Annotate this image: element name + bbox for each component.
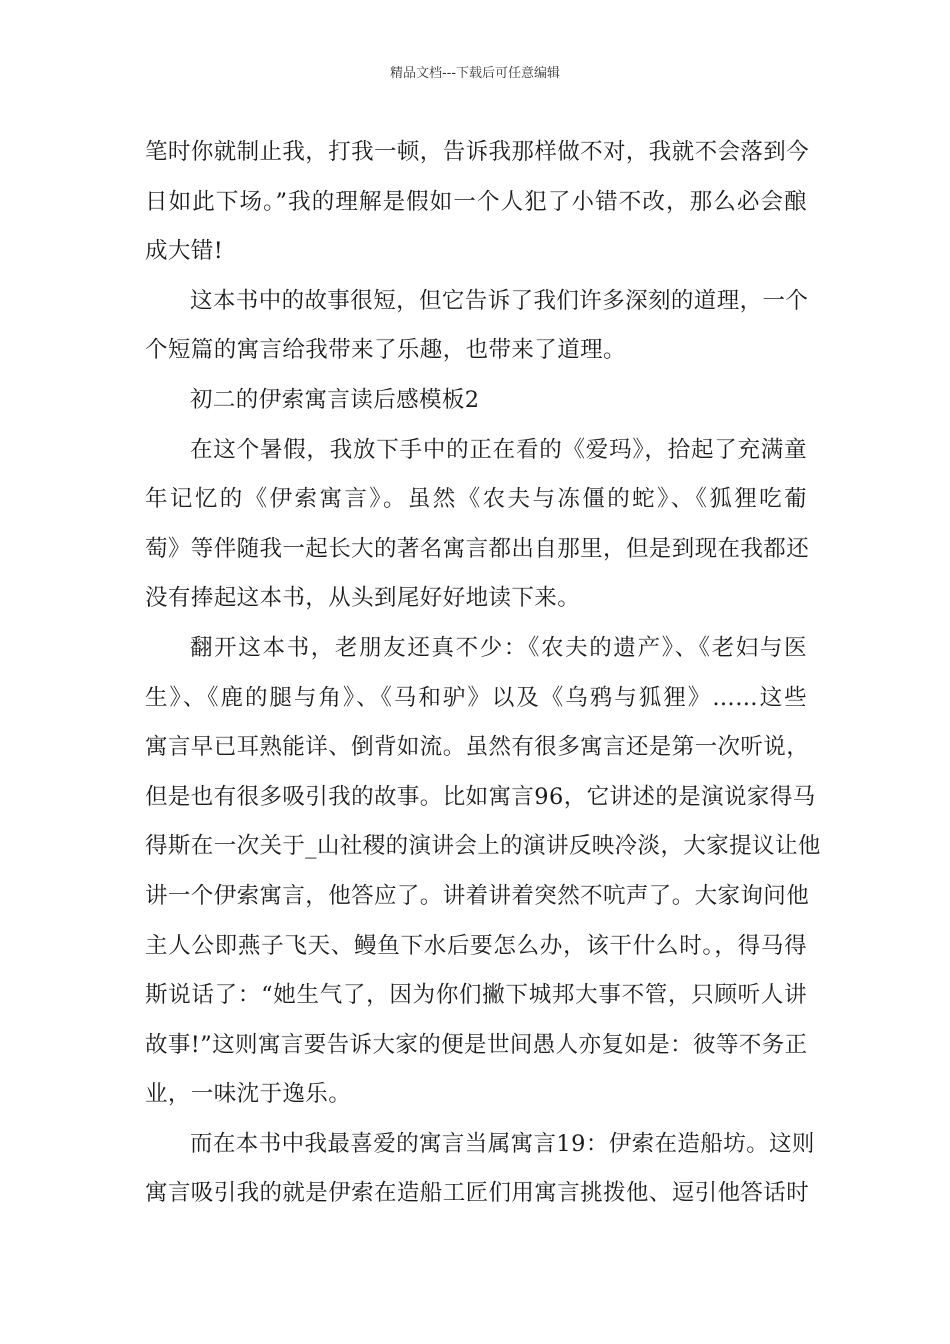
text-line: 成大错! <box>145 238 224 265</box>
text-line: 寓言早已耳熟能详、倒背如流。虽然有很多寓言还是第一次听说， <box>145 734 810 761</box>
text-line: 在这个暑假，我放下手中的正在看的《爱玛》，拾起了充满童 <box>190 436 807 463</box>
text-line: 这本书中的故事很短，但它告诉了我们许多深刻的道理，一个 <box>190 287 809 314</box>
text-line: 得斯在一次关于_山社稷的演讲会上的演讲反映冷淡，大家提议让他 <box>145 833 821 860</box>
text-line: 生》、《鹿的腿与角》、《马和驴》以及《乌鸦与狐狸》……这些 <box>145 684 807 711</box>
text-line: 个短篇的寓言给我带来了乐趣，也带来了道理。 <box>145 337 626 364</box>
text-line: 没有捧起这本书，从头到尾好好地读下来。 <box>145 585 581 612</box>
section-heading: 初二的伊索寓言读后感模板2 <box>190 386 480 413</box>
text-line: 而在本书中我最喜爱的寓言当属寓言19：伊索在造船坊。这则 <box>190 1130 815 1157</box>
text-line: 翻开这本书，老朋友还真不少：《农夫的遗产》、《老妇与医 <box>190 634 807 661</box>
text-line: 年记忆的《伊索寓言》。虽然《农夫与冻僵的蛇》、《狐狸吃葡 <box>145 486 807 513</box>
text-line: 故事!”这则寓言要告诉大家的便是世间愚人亦复如是：彼等不务正 <box>145 1031 808 1058</box>
text-line: 日如此下场。”我的理解是假如一个人犯了小错不改，那么必会酿 <box>145 188 807 215</box>
text-line: 斯说话了：“她生气了，因为你们撇下城邦大事不管，只顾听人讲 <box>145 982 807 1009</box>
text-line: 但是也有很多吸引我的故事。比如寓言96，它讲述的是演说家得马 <box>145 783 816 810</box>
text-line: 萄》等伴随我一起长大的著名寓言都出自那里，但是到现在我都还 <box>145 535 810 562</box>
text-line: 讲一个伊索寓言，他答应了。讲着讲着突然不吭声了。大家询问他 <box>145 882 810 909</box>
text-line: 主人公即燕子飞天、鳗鱼下水后要怎么办，该干什么时。，得马得 <box>145 932 807 959</box>
document-body <box>145 128 821 1219</box>
text-line: 业，一味沈于逸乐。 <box>145 1081 352 1108</box>
page-header: 精品文档---下载后可任意编辑 <box>389 66 561 81</box>
text-line: 寓言吸引我的就是伊索在造船工匠们用寓言挑拨他、逗引他答话时 <box>145 1180 810 1207</box>
text-line: 笔时你就制止我，打我一顿，告诉我那样做不对，我就不会落到今 <box>145 139 810 165</box>
